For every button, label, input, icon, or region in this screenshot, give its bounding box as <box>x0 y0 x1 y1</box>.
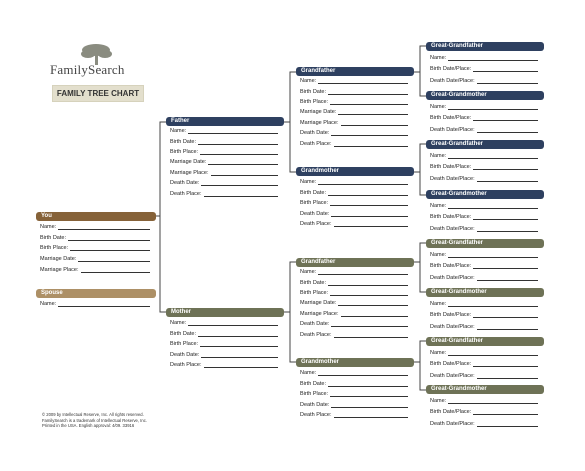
field-row <box>430 418 542 430</box>
field-input-line[interactable] <box>477 329 538 330</box>
field-input-line[interactable] <box>330 396 408 397</box>
field-row <box>430 212 542 224</box>
box-header: Great-Grandfather <box>426 337 544 346</box>
field-input-line[interactable] <box>68 240 150 241</box>
field-row <box>300 410 412 421</box>
field-label: Marriage Place: <box>40 266 79 273</box>
field-row <box>300 379 412 390</box>
field-input-line[interactable] <box>201 357 278 358</box>
field-row <box>300 138 412 148</box>
field-label: Death Date: <box>300 210 330 217</box>
field-row <box>300 329 412 339</box>
field-input-line[interactable] <box>318 375 408 376</box>
field-input-line[interactable] <box>188 325 278 326</box>
field-input-line[interactable] <box>473 71 538 72</box>
field-label: Marriage Date: <box>300 300 337 307</box>
field-row <box>300 86 412 96</box>
box-header: Great-Grandmother <box>426 385 544 394</box>
field-input-line[interactable] <box>204 367 278 368</box>
field-label: Death Date: <box>300 130 330 137</box>
field-row <box>430 173 542 185</box>
field-input-line[interactable] <box>78 261 150 262</box>
field-input-line[interactable] <box>200 346 278 347</box>
field-row <box>430 395 542 407</box>
field-row <box>170 339 282 350</box>
field-label: Birth Date: <box>300 88 326 95</box>
field-row <box>430 124 542 136</box>
box-header: Grandfather <box>296 67 414 76</box>
field-input-line[interactable] <box>81 272 150 273</box>
copyright-notice <box>42 412 147 429</box>
field-input-line[interactable] <box>208 164 278 165</box>
box-great-grandmother-2 <box>426 190 544 235</box>
field-input-line[interactable] <box>334 146 408 147</box>
field-input-line[interactable] <box>341 316 408 317</box>
field-input-line[interactable] <box>477 181 538 182</box>
field-row <box>300 400 412 411</box>
field-row <box>170 168 282 178</box>
field-input-line[interactable] <box>201 185 278 186</box>
field-row <box>300 198 412 209</box>
field-row <box>300 97 412 107</box>
field-row <box>300 188 412 199</box>
field-input-line[interactable] <box>448 257 538 258</box>
field-row <box>170 318 282 329</box>
field-row <box>300 76 412 86</box>
field-row <box>300 209 412 220</box>
field-input-line[interactable] <box>331 216 408 217</box>
field-row <box>300 319 412 329</box>
printed-line: Printed in the USA. English approval: 4/09. 33916 <box>42 423 135 429</box>
field-input-line[interactable] <box>331 135 408 136</box>
box-header: Grandmother <box>296 358 414 367</box>
field-input-line[interactable] <box>473 366 538 367</box>
field-label: Birth Place: <box>300 200 329 207</box>
field-label: Name: <box>40 224 57 231</box>
field-label: Birth Date/Place: <box>430 263 472 270</box>
field-label: Name: <box>430 349 447 356</box>
field-label: Death Place: <box>170 362 202 369</box>
field-input-line[interactable] <box>334 226 408 227</box>
field-input-line[interactable] <box>448 403 538 404</box>
field-input-line[interactable] <box>211 175 278 176</box>
field-label: Birth Place: <box>300 289 329 296</box>
field-row <box>430 75 542 87</box>
field-row <box>40 254 154 265</box>
field-input-line[interactable] <box>473 120 538 121</box>
field-input-line[interactable] <box>334 337 408 338</box>
field-label: Marriage Date: <box>300 109 337 116</box>
field-label: Death Date/Place: <box>430 77 475 84</box>
field-input-line[interactable] <box>477 231 538 232</box>
field-row <box>430 64 542 76</box>
field-label: Death Date/Place: <box>430 372 475 379</box>
field-label: Death Date/Place: <box>430 175 475 182</box>
field-input-line[interactable] <box>448 109 538 110</box>
box-grandfather-paternal <box>296 67 414 149</box>
field-input-line[interactable] <box>473 317 538 318</box>
field-row <box>430 113 542 125</box>
field-label: Death Date: <box>170 180 200 187</box>
field-row <box>170 188 282 198</box>
field-input-line[interactable] <box>331 326 408 327</box>
field-input-line[interactable] <box>328 94 408 95</box>
field-input-line[interactable] <box>338 305 408 306</box>
field-row <box>170 147 282 157</box>
box-you <box>36 212 156 275</box>
field-row <box>430 162 542 174</box>
field-label: Birth Date/Place: <box>430 361 472 368</box>
field-label: Name: <box>430 202 447 209</box>
box-grandfather-maternal <box>296 258 414 340</box>
field-input-line[interactable] <box>473 414 538 415</box>
box-header: Father <box>166 117 284 126</box>
field-input-line[interactable] <box>318 83 408 84</box>
field-row <box>430 407 542 419</box>
box-header: Great-Grandfather <box>426 140 544 149</box>
field-label: Name: <box>430 103 447 110</box>
field-label: Birth Date: <box>170 330 196 337</box>
field-input-line[interactable] <box>204 196 278 197</box>
field-label: Death Date/Place: <box>430 274 475 281</box>
field-row <box>430 101 542 113</box>
field-row <box>300 128 412 138</box>
field-input-line[interactable] <box>338 114 408 115</box>
field-input-line[interactable] <box>477 83 538 84</box>
field-input-line[interactable] <box>318 184 408 185</box>
box-header: You <box>36 212 156 221</box>
field-input-line[interactable] <box>188 133 278 134</box>
field-label: Name: <box>430 397 447 404</box>
box-mother <box>166 308 284 371</box>
box-great-grandfather-4 <box>426 337 544 382</box>
field-row <box>430 272 542 284</box>
field-label: Birth Date: <box>300 189 326 196</box>
box-great-grandmother-1 <box>426 91 544 136</box>
field-input-line[interactable] <box>448 60 538 61</box>
field-input-line[interactable] <box>477 280 538 281</box>
field-label: Death Place: <box>300 412 332 419</box>
field-row <box>430 298 542 310</box>
field-label: Death Date/Place: <box>430 420 475 427</box>
box-great-grandmother-4 <box>426 385 544 430</box>
field-label: Marriage Place: <box>300 310 339 317</box>
field-label: Name: <box>300 370 317 377</box>
box-great-grandfather-1 <box>426 42 544 87</box>
box-header: Grandmother <box>296 167 414 176</box>
field-input-line[interactable] <box>448 355 538 356</box>
field-label: Death Date: <box>300 321 330 328</box>
field-row <box>300 309 412 319</box>
field-row <box>170 350 282 361</box>
field-label: Death Place: <box>300 140 332 147</box>
field-label: Death Date: <box>300 401 330 408</box>
field-input-line[interactable] <box>328 195 408 196</box>
box-great-grandfather-3 <box>426 239 544 284</box>
field-input-line[interactable] <box>448 158 538 159</box>
field-input-line[interactable] <box>328 285 408 286</box>
field-input-line[interactable] <box>200 154 278 155</box>
field-label: Birth Date/Place: <box>430 312 472 319</box>
field-input-line[interactable] <box>198 144 278 145</box>
box-grandmother-paternal <box>296 167 414 230</box>
field-row <box>40 299 154 309</box>
box-grandmother-maternal <box>296 358 414 421</box>
field-label: Birth Date/Place: <box>430 164 472 171</box>
field-input-line[interactable] <box>473 169 538 170</box>
field-row <box>300 298 412 308</box>
field-row <box>430 310 542 322</box>
box-header: Great-Grandfather <box>426 239 544 248</box>
field-row <box>430 223 542 235</box>
field-label: Birth Date/Place: <box>430 409 472 416</box>
field-label: Death Date: <box>170 351 200 358</box>
box-header: Mother <box>166 308 284 317</box>
field-label: Death Date/Place: <box>430 126 475 133</box>
field-label: Marriage Date: <box>40 256 77 263</box>
field-input-line[interactable] <box>328 386 408 387</box>
field-label: Birth Place: <box>300 391 329 398</box>
field-input-line[interactable] <box>448 208 538 209</box>
field-input-line[interactable] <box>477 426 538 427</box>
field-input-line[interactable] <box>58 306 150 307</box>
field-row <box>300 277 412 287</box>
field-input-line[interactable] <box>448 306 538 307</box>
field-label: Birth Place: <box>170 341 199 348</box>
field-label: Birth Date: <box>300 279 326 286</box>
box-header: Great-Grandmother <box>426 190 544 199</box>
field-row <box>430 261 542 273</box>
box-header: Great-Grandfather <box>426 42 544 51</box>
box-header: Great-Grandmother <box>426 288 544 297</box>
field-label: Death Place: <box>170 190 202 197</box>
box-great-grandfather-2 <box>426 140 544 185</box>
field-row <box>170 329 282 340</box>
field-row <box>300 267 412 277</box>
field-label: Name: <box>300 179 317 186</box>
field-input-line[interactable] <box>70 250 150 251</box>
field-row <box>430 347 542 359</box>
field-row <box>430 52 542 64</box>
field-label: Birth Date/Place: <box>430 66 472 73</box>
field-input-line[interactable] <box>341 125 408 126</box>
field-row <box>430 200 542 212</box>
box-header: Grandfather <box>296 258 414 267</box>
box-spouse <box>36 289 156 309</box>
field-label: Name: <box>170 320 187 327</box>
field-label: Marriage Place: <box>300 119 339 126</box>
box-header: Great-Grandmother <box>426 91 544 100</box>
field-label: Name: <box>430 251 447 258</box>
field-input-line[interactable] <box>473 268 538 269</box>
field-row <box>40 264 154 275</box>
field-row <box>300 389 412 400</box>
field-input-line[interactable] <box>198 336 278 337</box>
field-input-line[interactable] <box>58 229 150 230</box>
field-row <box>430 321 542 333</box>
field-label: Death Place: <box>300 221 332 228</box>
box-header: Spouse <box>36 289 156 298</box>
field-row <box>300 219 412 230</box>
field-label: Name: <box>300 78 317 85</box>
field-input-line[interactable] <box>330 295 408 296</box>
copyright-line: © 2009 by Intellectual Reserve, Inc. All rights reserved. <box>42 412 144 417</box>
field-input-line[interactable] <box>330 205 408 206</box>
field-input-line[interactable] <box>318 274 408 275</box>
field-label: Name: <box>430 300 447 307</box>
field-input-line[interactable] <box>477 378 538 379</box>
field-row <box>430 370 542 382</box>
field-label: Marriage Place: <box>170 169 209 176</box>
field-label: Birth Place: <box>170 148 199 155</box>
field-label: Birth Place: <box>40 245 69 252</box>
field-row <box>430 150 542 162</box>
field-label: Marriage Date: <box>170 159 207 166</box>
field-row <box>170 136 282 146</box>
chart-title: FAMILY TREE CHART <box>52 85 144 102</box>
field-row <box>40 243 154 254</box>
field-row <box>300 368 412 379</box>
box-father <box>166 117 284 199</box>
field-label: Name: <box>430 54 447 61</box>
field-row <box>430 359 542 371</box>
field-label: Birth Date: <box>170 138 196 145</box>
field-row <box>40 233 154 244</box>
brand-name: FamilySearch <box>50 62 125 77</box>
field-label: Name: <box>170 128 187 135</box>
field-label: Death Date/Place: <box>430 323 475 330</box>
field-input-line[interactable] <box>334 417 408 418</box>
field-row <box>170 126 282 136</box>
field-label: Death Date/Place: <box>430 225 475 232</box>
field-row <box>300 177 412 188</box>
trademark-line: FamilySearch is a trademark of Intellectual Reserve, Inc. <box>42 417 147 423</box>
field-input-line[interactable] <box>477 132 538 133</box>
field-row <box>170 157 282 167</box>
field-label: Name: <box>430 152 447 159</box>
field-label: Birth Date: <box>40 234 66 241</box>
field-row <box>300 288 412 298</box>
field-row <box>40 222 154 233</box>
field-label: Name: <box>300 269 317 276</box>
field-input-line[interactable] <box>330 104 408 105</box>
field-label: Birth Place: <box>300 98 329 105</box>
field-input-line[interactable] <box>473 219 538 220</box>
box-great-grandmother-3 <box>426 288 544 333</box>
field-label: Death Place: <box>300 331 332 338</box>
field-row <box>170 360 282 371</box>
field-input-line[interactable] <box>331 407 408 408</box>
field-label: Birth Date/Place: <box>430 214 472 221</box>
field-row <box>300 118 412 128</box>
field-row <box>300 107 412 117</box>
field-label: Birth Date/Place: <box>430 115 472 122</box>
field-label: Birth Date: <box>300 380 326 387</box>
field-label: Name: <box>40 301 57 307</box>
field-row <box>430 249 542 261</box>
field-row <box>170 178 282 188</box>
